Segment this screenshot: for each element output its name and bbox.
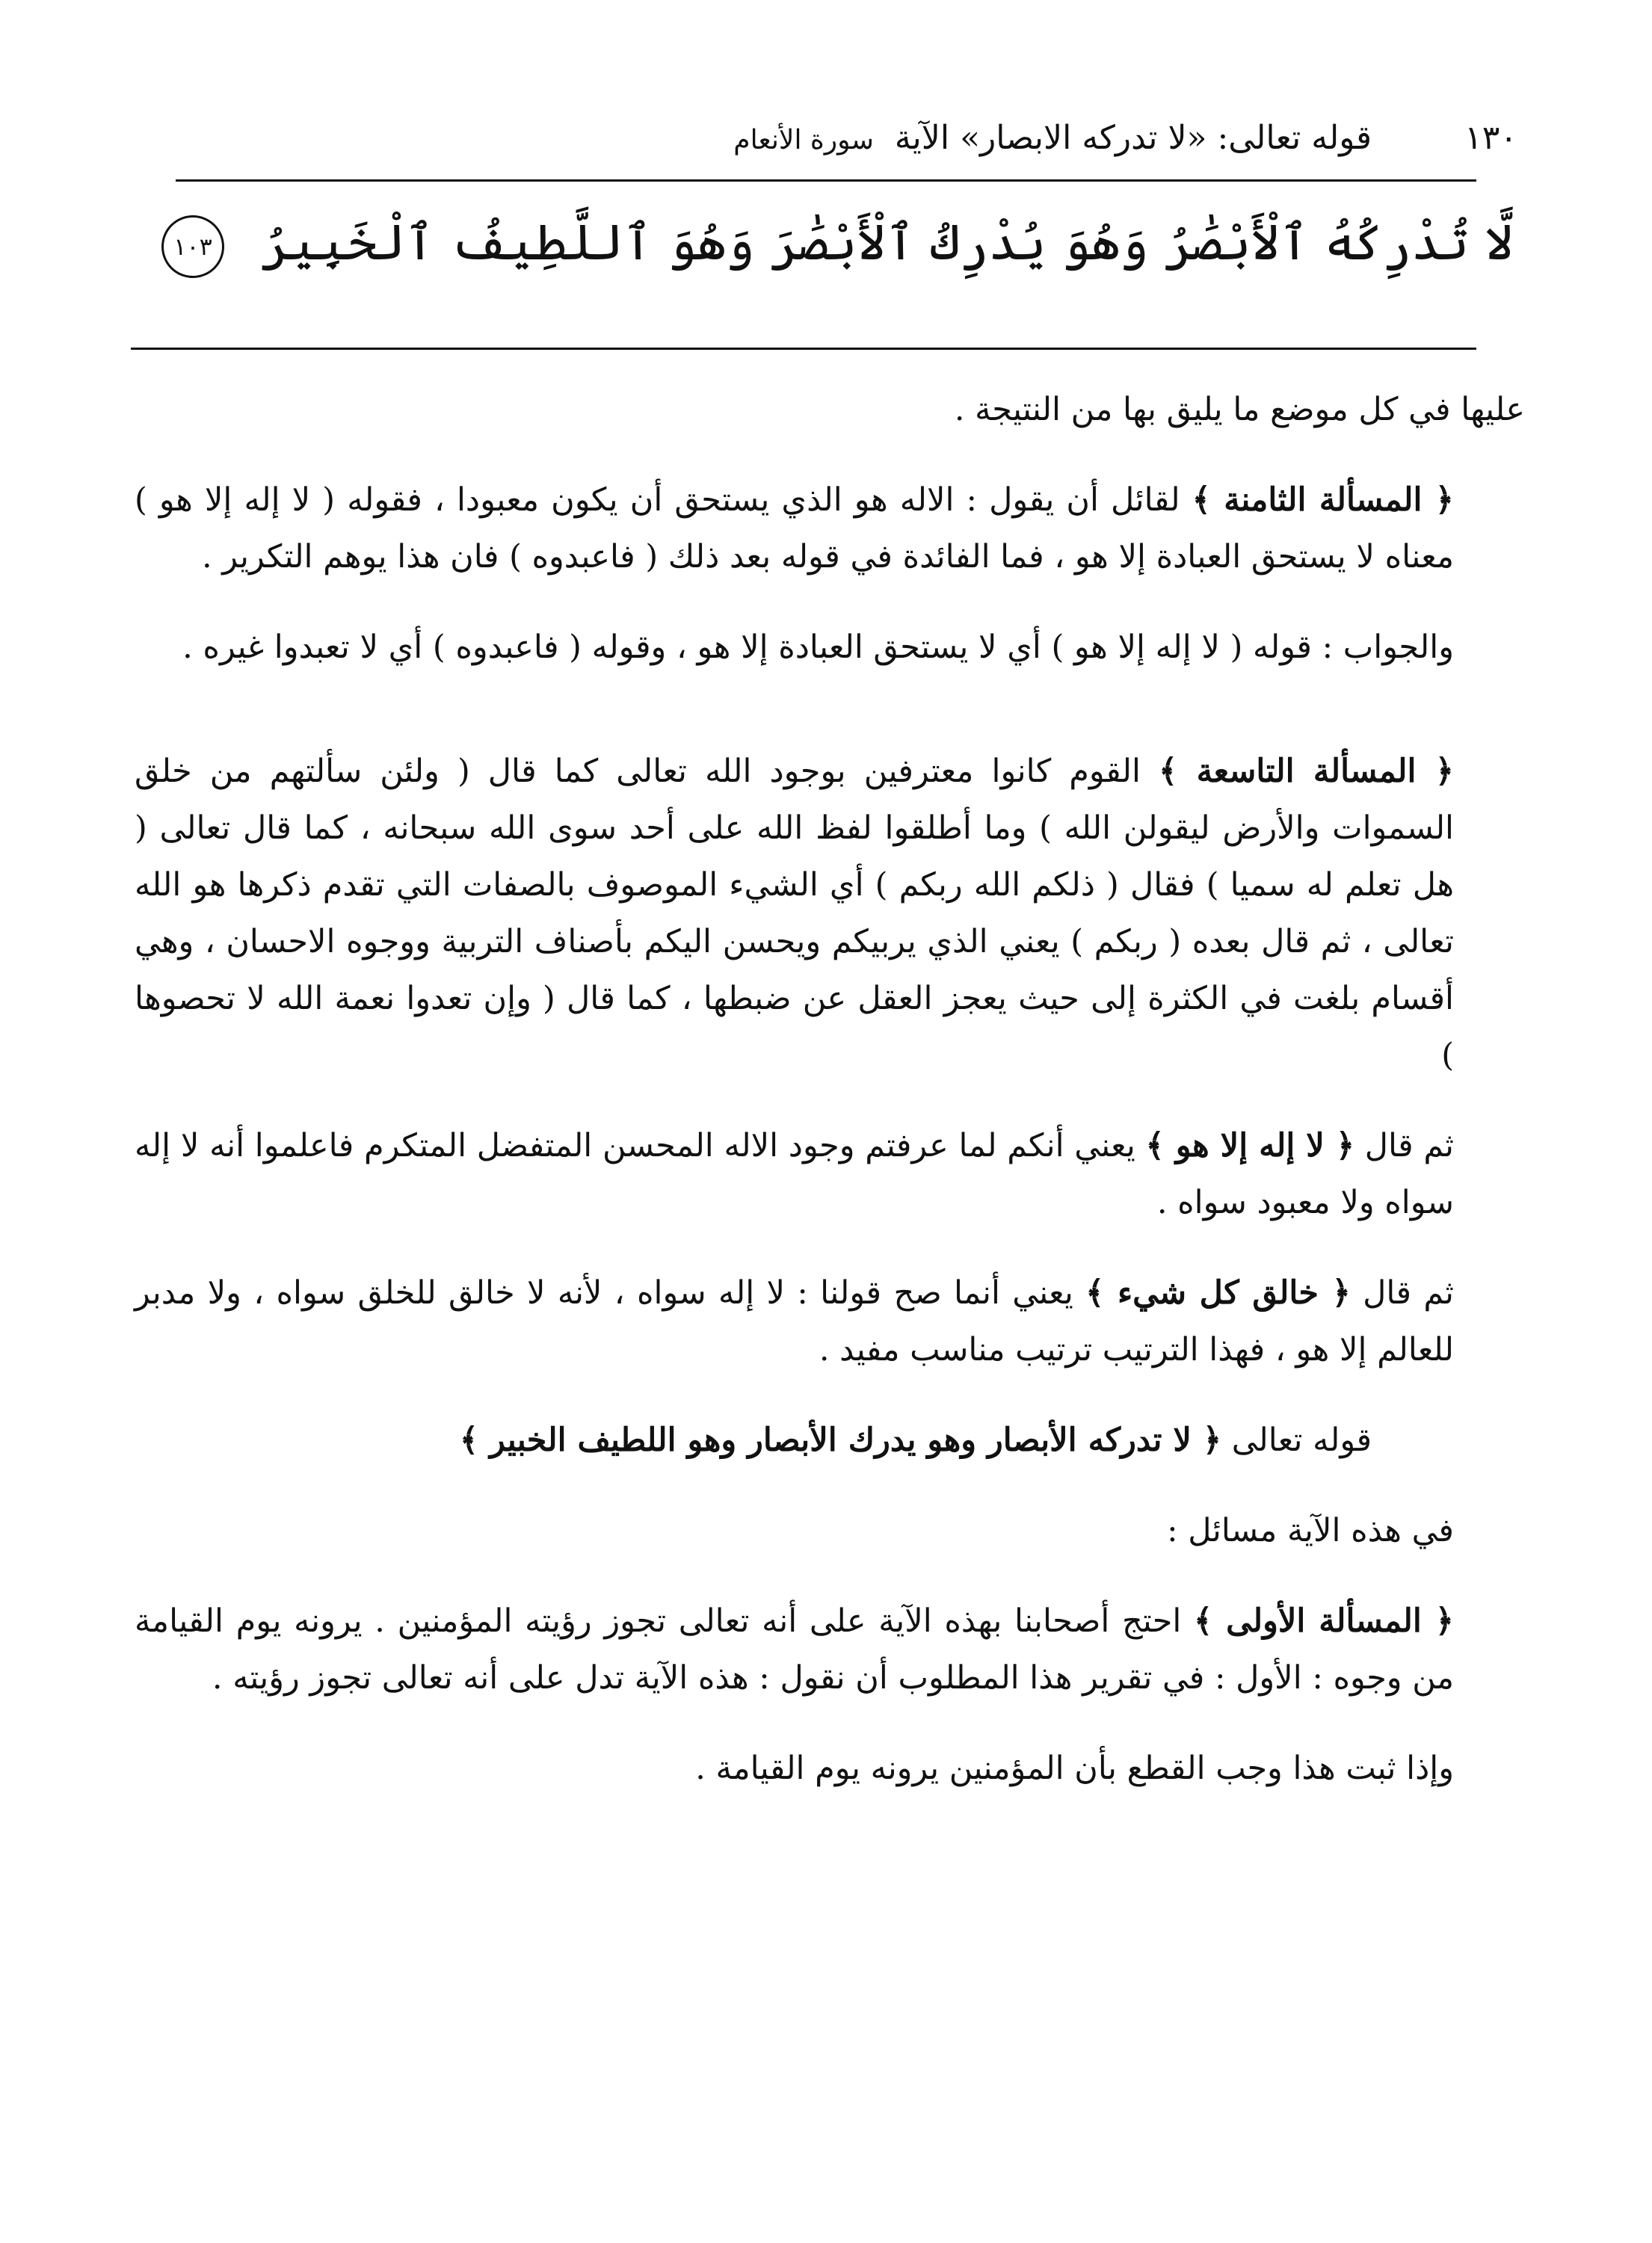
header-rule [176,179,1476,182]
paragraph-text: ثم قال [1354,1127,1454,1164]
header-title: قوله تعالى: «لا تدركه الابصار» الآية [894,119,1372,157]
paragraph-3: والجواب : قوله ( لا إله إلا هو ) أي لا يستحق العبادة إلا هو ، وقوله ( فاعبدوه ) أي لا تعبدوا غيره . [182,629,1454,666]
page-body [135,381,1525,1830]
verse-number-ornament: ١٠٣ [161,215,224,278]
paragraph-text: لقائل أن يقول : الاله هو الذي يستحق أن يكون معبودا ، فقوله ( لا إله إلا هو ) معناه لا يستحق العبادة إلا هو ، فما الفائدة في قوله بعد ذلك ( فاعبدوه ) فان هذا يوهم التكرير . [135,481,1454,576]
paragraph-text: ثم قال [1350,1274,1454,1312]
page-number: ١٣٠ [1464,119,1517,157]
quoted-phrase: ﴿ خالق كل شيء ﴾ [1085,1274,1351,1312]
paragraph-8: في هذه الآية مسائل : [1167,1512,1454,1549]
section-heading: ﴿ المسألة الأولى ﴾ [1193,1602,1454,1640]
paragraph-text: يعني أنما صح قولنا : لا إله سواه ، لأنه لا خالق للخلق سواه ، ولا مدبر للعالم إلا هو ، فهذا الترتيب ترتيب مناسب مفيد . [135,1274,1454,1369]
quran-verse [173,202,1514,284]
paragraph-2 [135,472,1525,585]
paragraph-9 [135,1593,1525,1706]
verse-rule [131,348,1476,350]
paragraph-10: وإذا ثبت هذا وجب القطع بأن المؤمنين يرونه يوم القيامة . [695,1750,1454,1787]
header-surah: سورة الأنعام [733,125,874,155]
paragraph-text: القوم كانوا معترفين بوجود الله تعالى كما قال ( ولئن سألتهم من خلق السموات والأرض ليقولن الله ) وما أطلقوا لفظ الله على أحد سوى الله سبحانه ، كما قال تعالى ( هل تعلم له سميا ) فقال ( ذلكم الله ربكم ) أي الشيء الموصوف بالصفات التي تقدم ذكرها هو الله تعالى ، ثم قال بعده ( ربكم ) يعني الذي يربيكم ويحسن اليكم بأصناف التربية ووجوه الاحسان ، وهي أقسام بلغت في الكثرة إلى حيث يعجز العقل عن ضبطها ، كما قال ( وإن تعدوا نعمة الله لا تحصوها ) [135,753,1454,1074]
paragraph-4 [135,743,1525,1084]
page-header [463,112,1517,164]
paragraph-7 [135,1412,1525,1469]
paragraph-1: عليها في كل موضع ما يليق بها من النتيجة . [954,391,1525,428]
quoted-phrase: ﴿ لا إله إلا هو ﴾ [1145,1127,1355,1164]
quoted-verse: ﴿ لا تدركه الأبصار وهو يدرك الأبصار وهو اللطيف الخبير ﴾ [459,1422,1222,1459]
paragraph-text: قوله تعالى [1221,1422,1372,1459]
paragraph-5 [135,1117,1525,1231]
paragraph-text: يعني أنكم لما عرفتم وجود الاله المحسن المتفضل المتكرم فاعلموا أنه لا إله سواه ولا معبود سواه . [135,1127,1454,1221]
section-heading: ﴿ المسألة الثامنة ﴾ [1192,481,1454,519]
paragraph-text: احتج أصحابنا بهذه الآية على أنه تعالى تجوز رؤيته المؤمنين . يرونه يوم القيامة من وجوه : الأول : في تقرير هذا المطلوب أن نقول : هذه الآية تدل على أنه تعالى تجوز رؤيته . [135,1602,1454,1697]
section-heading: ﴿ المسألة التاسعة ﴾ [1159,753,1455,790]
running-title [733,112,1372,167]
paragraph-6 [135,1265,1525,1378]
verse-text: لَّا تُدْرِكُهُ ٱلْأَبْصَٰرُ وَهُوَ يُدْرِكُ ٱلْأَبْصَٰرَ وَهُوَ ٱللَّطِيفُ ٱلْخَبِيرُ [260,214,1514,271]
